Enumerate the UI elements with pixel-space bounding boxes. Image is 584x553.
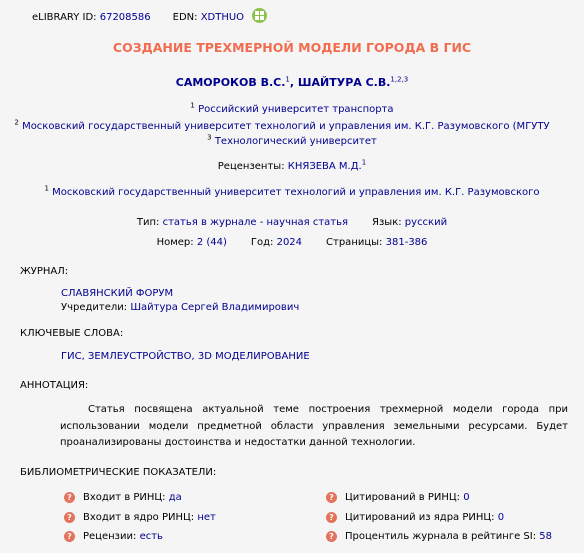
affiliation-link[interactable]: Московский государственный университет технологий и управления им. К.Г. Разумовского (МГУТУ — [22, 121, 550, 132]
affiliation-sup: 1 — [44, 184, 49, 193]
edn-value[interactable]: XDTHUO — [200, 11, 245, 23]
authors: САМОРОКОВ В.С.$^1$, ШАЙТУРА С.В.$^{1,2,3}$ — [175, 75, 409, 89]
reviewers — [0, 158, 584, 172]
type-value: статья в журнале - научная статья — [162, 217, 349, 228]
biblio-metric — [64, 510, 216, 524]
metric-label: Цитирований в РИНЦ: — [345, 491, 461, 503]
biblio-metric — [326, 510, 504, 524]
article-meta-type — [0, 217, 584, 228]
metric-value: да — [168, 491, 182, 503]
help-icon[interactable]: ? — [64, 531, 75, 542]
qr-code-icon[interactable] — [252, 8, 267, 23]
biblio-metric — [64, 490, 182, 504]
biblio-metric — [64, 529, 163, 543]
help-icon[interactable]: ? — [326, 492, 337, 503]
metric-value: 0 — [497, 511, 505, 523]
founders-label: Учредители: — [61, 302, 128, 313]
help-icon[interactable]: ? — [64, 512, 75, 523]
metric-value: 58 — [539, 530, 553, 542]
year-value: 2024 — [276, 237, 303, 248]
help-icon[interactable]: ? — [326, 512, 337, 523]
founders-value: Шайтура Сергей Владимирович — [130, 302, 300, 313]
abstract-text: Статья посвящена актуальной теме построения трехмерной модели города при использовании модели предметной области управления земельными ресурсами. Будет проанализированы достоинства и недостатки данной технологии. — [60, 404, 568, 448]
reviewer-affiliation — [0, 184, 584, 198]
lang-value: русский — [404, 217, 448, 228]
affiliation-sup: 1 — [190, 101, 195, 110]
affiliation — [0, 133, 584, 147]
journal-link[interactable]: СЛАВЯНСКИЙ ФОРУМ — [61, 288, 174, 299]
metric-label: Рецензии: — [83, 530, 137, 542]
keyword-link[interactable]: ГИС — [61, 351, 82, 362]
affiliation-link[interactable]: Российский университет транспорта — [198, 104, 394, 115]
keywords-list — [61, 351, 310, 362]
type-label: Тип: — [136, 217, 160, 228]
metric-label: Цитирований из ядра РИНЦ: — [345, 511, 495, 523]
biblio-heading: БИБЛИОМЕТРИЧЕСКИЕ ПОКАЗАТЕЛИ: — [20, 467, 217, 478]
number-link[interactable]: 2 (44) — [196, 237, 227, 248]
elibrary-id-label: eLIBRARY ID: — [32, 11, 97, 23]
edn-label: EDN: — [172, 11, 198, 23]
affiliation — [0, 101, 584, 115]
affiliation-link[interactable]: Московский государственный университет технологий и управления им. К.Г. Разумовского — [52, 187, 540, 198]
metric-value: нет — [197, 511, 216, 523]
journal-founders — [61, 302, 299, 313]
biblio-metric — [326, 529, 552, 543]
help-icon[interactable]: ? — [64, 492, 75, 503]
affiliation-sup: 3 — [207, 133, 212, 142]
biblio-metric — [326, 490, 470, 504]
journal-heading: ЖУРНАЛ: — [20, 266, 69, 277]
metric-value: 0 — [463, 491, 470, 503]
keyword-link[interactable]: ЗЕМЛЕУСТРОЙСТВО — [87, 351, 192, 362]
header-ids — [32, 10, 244, 24]
reviewers-label: Рецензенты: — [217, 161, 285, 172]
keyword-link[interactable]: 3D МОДЕЛИРОВАНИЕ — [197, 351, 310, 362]
affiliation — [0, 118, 574, 132]
metric-label: Входит в ядро РИНЦ: — [83, 511, 195, 523]
reviewer-link[interactable]: КНЯЗЕВА М.Д. — [287, 161, 362, 172]
keywords-heading: КЛЮЧЕВЫЕ СЛОВА: — [20, 328, 124, 339]
affiliation-link[interactable]: Технологический университет — [214, 136, 377, 147]
keyword-separator: , — [81, 351, 88, 362]
author-link[interactable]: ШАЙТУРА С.В. — [297, 76, 391, 89]
lang-label: Язык: — [372, 217, 402, 228]
reviewer-sup: 1 — [361, 158, 367, 167]
article-meta-issue — [0, 237, 584, 248]
pages-label: Страницы: — [326, 237, 383, 248]
author-sup: 1,2,3 — [390, 75, 409, 84]
metric-label: Процентиль журнала в рейтинге SI: — [345, 530, 537, 542]
abstract-heading: АННОТАЦИЯ: — [20, 380, 89, 391]
author-sup: 1 — [285, 75, 290, 84]
pages-value: 381-386 — [385, 237, 428, 248]
year-label: Год: — [250, 237, 274, 248]
author-link[interactable]: САМОРОКОВ В.С. — [175, 76, 286, 89]
keyword-separator: , — [191, 351, 198, 362]
affiliation-sup: 2 — [14, 118, 19, 127]
number-label: Номер: — [156, 237, 194, 248]
help-icon[interactable]: ? — [326, 531, 337, 542]
article-title: СОЗДАНИЕ ТРЕХМЕРНОЙ МОДЕЛИ ГОРОДА В ГИС — [112, 40, 472, 55]
metric-label: Входит в РИНЦ: — [83, 491, 166, 503]
metric-value: есть — [139, 530, 163, 542]
elibrary-id-value: 67208586 — [99, 11, 151, 23]
